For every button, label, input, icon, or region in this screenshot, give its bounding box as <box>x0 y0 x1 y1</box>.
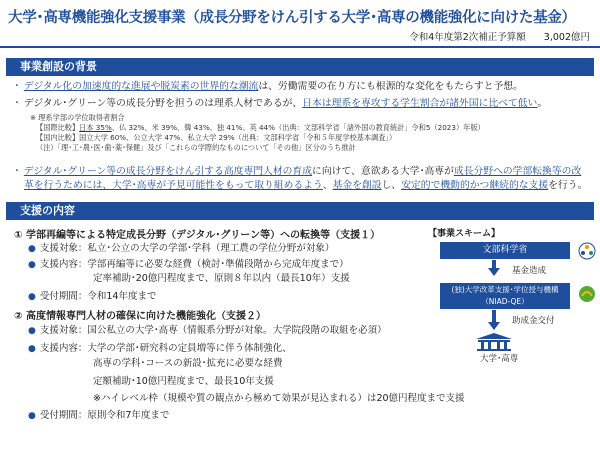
bullet-icon: ● <box>28 244 36 254</box>
text-plain: は、労働需要の在り方にも根源的な変化をもたらすと予想。 <box>258 81 523 92</box>
support-1-period <box>28 290 156 304</box>
niad-box <box>440 283 570 309</box>
item-text: 支援内容：大学の学部･研究科の定員増等に伴う体制強化、 <box>39 343 292 354</box>
mext-box: 文部科学省 <box>440 242 570 259</box>
note-highlight: 日本 35% <box>79 123 112 132</box>
section-background-heading: 事業創設の背景 <box>6 58 594 76</box>
bullet-icon: ● <box>28 411 36 421</box>
bullet-icon: ● <box>28 326 36 336</box>
note-text: 、仏 32%、米 39%、韓 43%、独 41%、英 44%（出典：文部科学省「諸外国の教育統計」令和5（2023）年版） <box>111 123 485 132</box>
mext-logo-icon <box>578 242 596 260</box>
niad-name: (独)大学改革支援･学位授与機構 <box>451 285 559 294</box>
item-text: 支援内容：学部再編等に必要な経費（検討･準備段階から完成年度まで） <box>39 259 349 270</box>
item-text: 受付期間：令和14年度まで <box>39 291 157 302</box>
niad-abbr: （NIAD-QE） <box>481 297 529 306</box>
support-2-content-detail-3: ※ハイレベル枠（規模や質の観点から極めて効果が見込まれる）は20億円程度まで支援 <box>93 393 465 404</box>
item-text: 支援対象：私立･公立の大学の学部･学科（理工農の学位分野が対象） <box>39 243 335 254</box>
note-4: （注）「理･工･農･医･歯･薬･保健」及び「これらの学際的なものについて「その他」区分のうち推計 <box>36 143 356 152</box>
bullet-marker: ・ <box>12 98 22 109</box>
support-2-content-detail-2: 定額補助･10億円程度まで、最長10年支援 <box>93 376 274 387</box>
bullet-marker: ・ <box>12 166 22 177</box>
background-line-3 <box>12 165 581 178</box>
background-line-4 <box>24 179 587 192</box>
budget-info <box>409 29 590 43</box>
support-2-title: ② 高度情報専門人材の確保に向けた機能強化（支援２） <box>14 311 266 322</box>
text-highlight: デジタル･グリーン等の成長分野をけん引する高度専門人材の育成 <box>23 166 313 177</box>
bullet-marker: ・ <box>12 81 22 92</box>
text-highlight: デジタル化の加速度的な進展や脱炭素の世界的な潮流 <box>23 81 259 92</box>
support-1-content <box>28 258 349 272</box>
text-plain: に向けて、意欲ある大学･高専が <box>312 166 454 177</box>
background-line-2 <box>12 97 547 110</box>
support-1-title: ① 学部再編等による特定成長分野（デジタル･グリーン等）への転換等（支援１） <box>14 230 381 241</box>
text-highlight: 成長分野への学部転換等の改 <box>453 166 582 177</box>
flow-grant: 助成金交付 <box>512 316 555 326</box>
text-highlight: 革を行うためには、大学･高専が予見可能性をもって取り組めるよう <box>24 180 323 191</box>
niad-logo-icon <box>578 285 596 303</box>
text-plain: を行う。 <box>548 180 588 191</box>
arrow-down-icon <box>488 268 500 276</box>
scheme-label: 【事業スキーム】 <box>428 229 501 239</box>
bullet-icon: ● <box>28 344 36 354</box>
arrow-stem <box>492 310 496 322</box>
flow-fund: 基金造成 <box>512 266 547 276</box>
note-3: 【国内比較】国立大学 60%、公立大学 47%、私立大学 29%（出典：文部科学省「令和５年度学校基本調査」） <box>36 133 397 142</box>
support-1-target <box>28 242 334 256</box>
arrow-down-icon <box>488 322 500 330</box>
note-1: ※ 理系学部の学位取得者割合 <box>30 113 125 122</box>
support-1-content-detail: 定率補助･20億円程度まで、原則８年以内（最長10年）支援 <box>93 273 350 284</box>
university-icon <box>474 332 514 352</box>
item-text: 支援対象：国公私立の大学･高専（情報系分野が対象。大学院段階の取組を必須） <box>39 325 387 336</box>
note-2 <box>36 123 485 133</box>
bullet-icon: ● <box>28 260 36 270</box>
bullet-icon: ● <box>28 292 36 302</box>
note-text: 【国際比較】 <box>36 123 80 132</box>
background-line-1 <box>12 80 523 93</box>
page-title: 大学･高専機能強化支援事業（成長分野をけん引する大学･高専の機能強化に向けた基金） <box>8 10 576 26</box>
text-highlight: 安定的で機動的かつ継続的な支援 <box>401 180 549 191</box>
support-2-content-detail-1: 高専の学科･コースの新設･拡充に必要な経費 <box>93 358 283 369</box>
support-2-target <box>28 324 387 338</box>
text-highlight: 基金を創設 <box>332 180 382 191</box>
support-2-content <box>28 342 292 356</box>
recipients-label: 大学･高専 <box>480 354 519 364</box>
text-plain: し、 <box>381 180 402 191</box>
text-plain: 。 <box>537 98 548 109</box>
budget-amount: 3,002億円 <box>543 32 590 43</box>
support-2-period <box>28 409 169 423</box>
text-highlight: 日本は理系を専攻する学生割合が諸外国に比べて低い <box>302 98 538 109</box>
text-plain: デジタル･グリーン等の成長分野を担うのは理系人材であるが、 <box>23 98 303 109</box>
budget-label: 令和4年度第2次補正予算額 <box>409 32 526 43</box>
title-bar <box>0 0 600 48</box>
arrow-stem <box>492 260 496 268</box>
section-support-heading: 支援の内容 <box>6 202 594 220</box>
text-plain: 、 <box>322 180 333 191</box>
item-text: 受付期間：原則令和7年度まで <box>39 410 170 421</box>
